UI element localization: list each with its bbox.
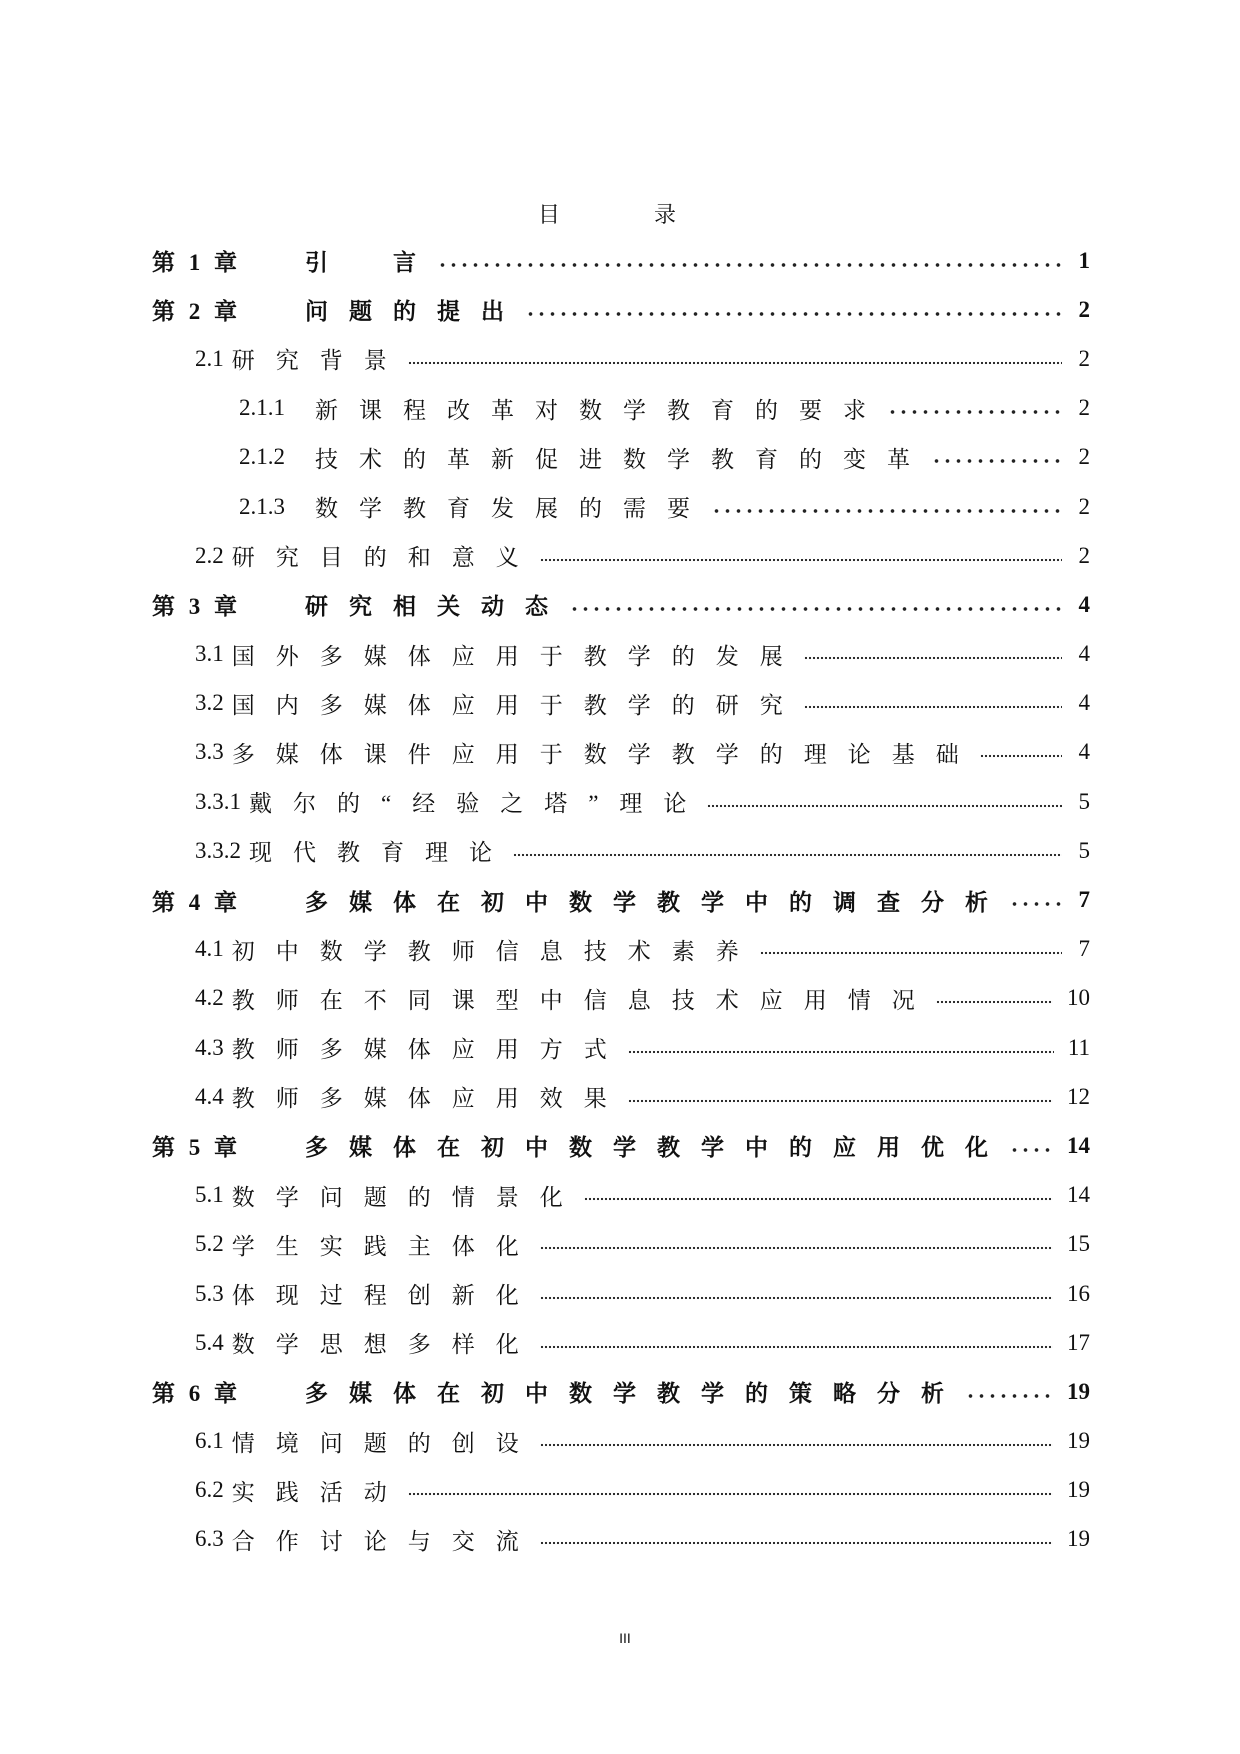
entry-number: 2.1 (195, 345, 224, 371)
toc-entry[interactable] (152, 1466, 1090, 1515)
entry-number: 4.3 (195, 1034, 224, 1060)
dot-leader (525, 312, 1062, 316)
dot-leader (408, 1492, 1053, 1496)
entry-title: 引 言 (305, 250, 437, 276)
entry-title: 新课程改革对数学教育的要求 (315, 397, 887, 423)
entry-number: 第 5 章 (152, 1135, 241, 1161)
dot-leader (804, 705, 1062, 709)
entry-page: 4 (1078, 591, 1090, 617)
toc-entry[interactable] (152, 728, 1090, 777)
entry-number: 5.3 (195, 1280, 224, 1306)
dot-leader (540, 1296, 1053, 1300)
entry-title: 实践活动 (231, 1479, 408, 1505)
toc-entry[interactable] (152, 1515, 1090, 1564)
toc-entry[interactable] (152, 482, 1090, 531)
entry-page: 2 (1078, 345, 1090, 371)
toc-entry[interactable] (152, 1220, 1090, 1269)
entry-title: 情境问题的创设 (231, 1430, 540, 1456)
dot-leader (569, 607, 1062, 611)
entry-title: 初中数学教师信息技术素养 (231, 938, 760, 964)
table-of-contents (152, 236, 1090, 1564)
dot-leader (1009, 902, 1062, 906)
entry-number: 2.1.3 (239, 493, 285, 519)
entry-title: 数学思想多样化 (231, 1332, 540, 1358)
entry-number: 3.3.2 (195, 837, 241, 863)
entry-title: 问题的提出 (305, 299, 525, 325)
toc-entry[interactable] (152, 875, 1090, 924)
toc-entry[interactable] (152, 777, 1090, 826)
entry-page: 4 (1078, 641, 1090, 667)
toc-entry[interactable] (152, 826, 1090, 875)
dot-leader (628, 1050, 1054, 1054)
toc-entry[interactable] (152, 334, 1090, 383)
entry-number: 第 6 章 (152, 1381, 241, 1407)
entry-page: 2 (1078, 542, 1090, 568)
entry-number: 第 4 章 (152, 889, 241, 915)
dot-leader (513, 853, 1062, 857)
toc-entry[interactable] (152, 630, 1090, 679)
entry-title: 研究相关动态 (305, 594, 569, 620)
entry-number: 4.2 (195, 985, 224, 1011)
entry-title: 合作讨论与交流 (231, 1528, 540, 1554)
dot-leader (804, 656, 1062, 660)
entry-page: 2 (1078, 444, 1090, 470)
dot-leader (760, 951, 1062, 955)
entry-page: 2 (1078, 493, 1090, 519)
dot-leader (931, 459, 1062, 463)
toc-entry[interactable] (152, 433, 1090, 482)
entry-title: 多媒体课件应用于数学教学的理论基础 (231, 741, 980, 767)
entry-page: 4 (1078, 690, 1090, 716)
dot-leader (965, 1394, 1053, 1398)
toc-entry[interactable] (152, 1121, 1090, 1170)
dot-leader (408, 361, 1062, 365)
toc-entry[interactable] (152, 925, 1090, 974)
toc-entry[interactable] (152, 531, 1090, 580)
dot-leader (584, 1197, 1053, 1201)
dot-leader (887, 410, 1062, 414)
toc-entry[interactable] (152, 1171, 1090, 1220)
entry-title: 戴尔的“经验之塔”理论 (249, 791, 708, 817)
entry-title: 现代教育理论 (249, 840, 513, 866)
entry-number: 3.3.1 (195, 788, 241, 814)
entry-page: 7 (1078, 887, 1090, 913)
entry-page: 1 (1078, 247, 1090, 273)
entry-number: 2.2 (195, 542, 224, 568)
dot-leader (707, 804, 1062, 808)
entry-page: 7 (1078, 936, 1090, 962)
entry-title: 教师多媒体应用方式 (231, 1037, 628, 1063)
dot-leader (936, 1000, 1053, 1004)
toc-entry[interactable] (152, 1417, 1090, 1466)
entry-page: 17 (1067, 1329, 1090, 1355)
entry-page: 14 (1067, 1182, 1090, 1208)
dot-leader (540, 1443, 1053, 1447)
entry-number: 6.1 (195, 1428, 224, 1454)
entry-number: 4.4 (195, 1083, 224, 1109)
dot-leader (628, 1099, 1053, 1103)
entry-page: 19 (1067, 1428, 1090, 1454)
entry-title: 研究目的和意义 (231, 545, 540, 571)
toc-entry[interactable] (152, 974, 1090, 1023)
entry-number: 3.1 (195, 641, 224, 667)
entry-page: 19 (1067, 1477, 1090, 1503)
entry-title: 技术的革新促进数学教育的变革 (315, 446, 931, 472)
entry-number: 5.2 (195, 1231, 224, 1257)
entry-number: 3.2 (195, 690, 224, 716)
dot-leader (437, 263, 1062, 267)
toc-entry[interactable] (152, 1269, 1090, 1318)
entry-page: 2 (1078, 296, 1090, 322)
toc-entry[interactable] (152, 679, 1090, 728)
entry-number: 5.1 (195, 1182, 224, 1208)
entry-title: 多媒体在初中数学教学中的调查分析 (305, 889, 1009, 915)
entry-title: 研究背景 (231, 348, 408, 374)
entry-page: 11 (1067, 1034, 1090, 1060)
entry-title: 数学教育发展的需要 (315, 496, 711, 522)
entry-title: 学生实践主体化 (231, 1233, 540, 1259)
entry-number: 4.1 (195, 936, 224, 962)
dot-leader (980, 754, 1062, 758)
entry-number: 3.3 (195, 739, 224, 765)
page-number: III (619, 1630, 631, 1646)
dot-leader (540, 1246, 1053, 1250)
toc-title: 目 录 (537, 202, 712, 227)
entry-number: 第 1 章 (152, 250, 241, 276)
entry-page: 12 (1067, 1083, 1090, 1109)
toc-entry[interactable] (152, 1072, 1090, 1121)
entry-title: 数学问题的情景化 (231, 1184, 584, 1210)
entry-title: 国外多媒体应用于教学的发展 (231, 643, 804, 669)
entry-page: 16 (1067, 1280, 1090, 1306)
toc-entry[interactable] (152, 580, 1090, 629)
entry-number: 5.4 (195, 1329, 224, 1355)
toc-entry[interactable] (152, 1367, 1090, 1416)
entry-page: 10 (1067, 985, 1090, 1011)
entry-number: 第 2 章 (152, 299, 241, 325)
entry-page: 19 (1067, 1526, 1090, 1552)
dot-leader (540, 1345, 1053, 1349)
entry-title: 体现过程创新化 (231, 1283, 540, 1309)
toc-entry[interactable] (152, 1318, 1090, 1367)
entry-title: 国内多媒体应用于教学的研究 (231, 692, 804, 718)
entry-title: 教师在不同课型中信息技术应用情况 (231, 987, 936, 1013)
entry-page: 14 (1067, 1132, 1090, 1158)
dot-leader (1009, 1148, 1053, 1152)
toc-entry[interactable] (152, 384, 1090, 433)
toc-entry[interactable] (152, 1023, 1090, 1072)
toc-entry[interactable] (152, 236, 1090, 285)
toc-entry[interactable] (152, 285, 1090, 334)
dot-leader (540, 558, 1062, 562)
entry-title: 多媒体在初中数学教学中的应用优化 (305, 1135, 1009, 1161)
entry-page: 4 (1078, 739, 1090, 765)
entry-page: 15 (1067, 1231, 1090, 1257)
entry-number: 第 3 章 (152, 594, 241, 620)
entry-number: 6.3 (195, 1526, 224, 1552)
entry-page: 5 (1078, 788, 1090, 814)
entry-page: 19 (1067, 1378, 1090, 1404)
entry-title: 多媒体在初中数学教学的策略分析 (305, 1381, 965, 1407)
entry-page: 2 (1078, 395, 1090, 421)
entry-number: 2.1.2 (239, 444, 285, 470)
dot-leader (711, 509, 1062, 513)
entry-title: 教师多媒体应用效果 (231, 1086, 628, 1112)
entry-number: 2.1.1 (239, 395, 285, 421)
entry-page: 5 (1078, 837, 1090, 863)
dot-leader (540, 1541, 1053, 1545)
entry-number: 6.2 (195, 1477, 224, 1503)
